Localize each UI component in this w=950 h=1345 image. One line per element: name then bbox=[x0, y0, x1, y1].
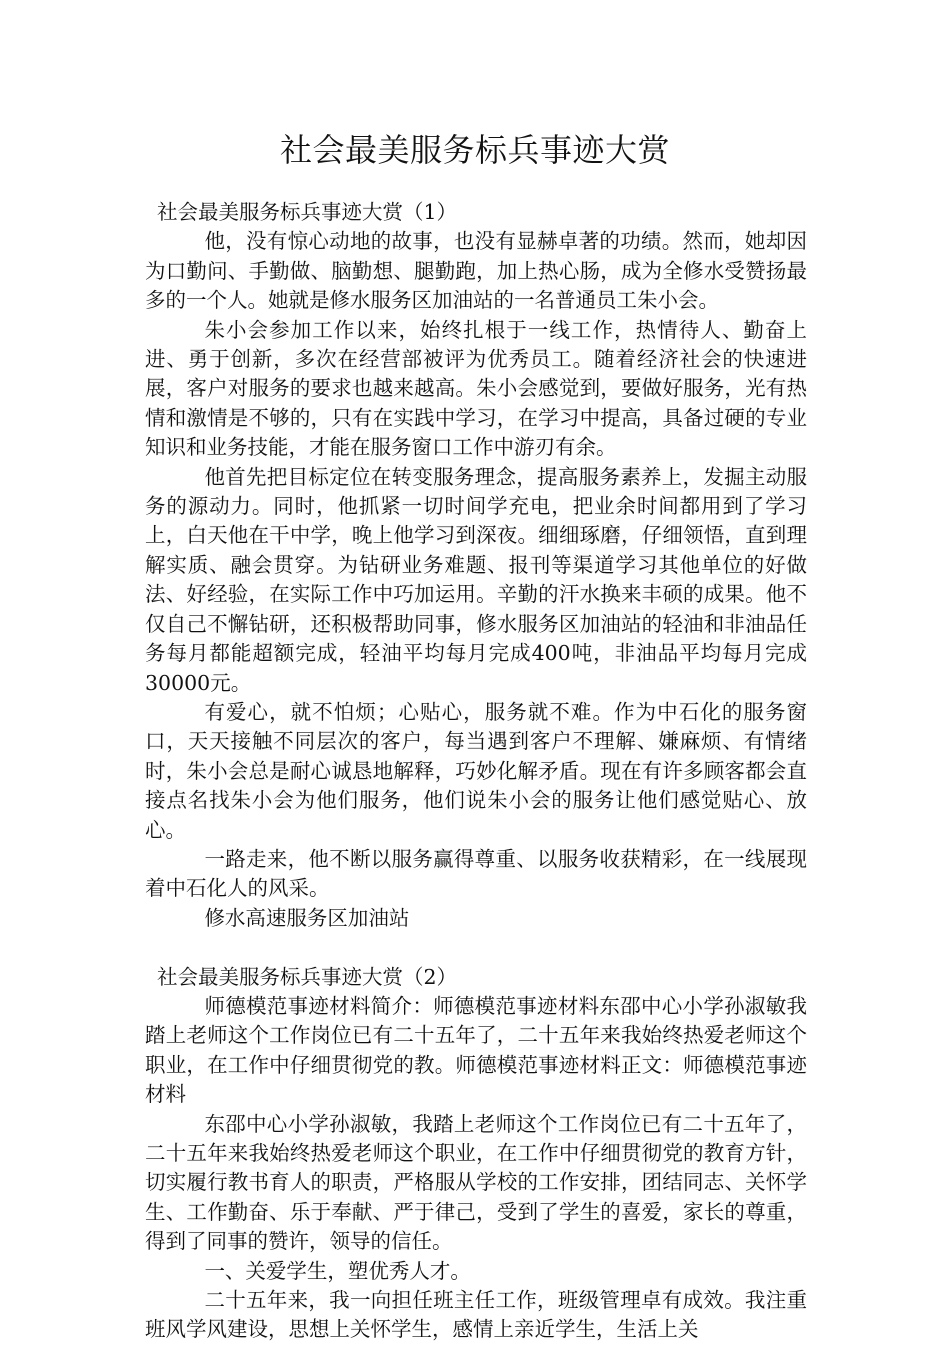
document-body bbox=[145, 198, 807, 1345]
paragraph: 师德模范事迹材料简介：师德模范事迹材料东邵中心小学孙淑敏我踏上老师这个工作岗位已有二十五年了，二十五年来我始终热爱老师这个职业，在工作中仔细贯彻党的教。师德模范事迹材料正文：师德模范事迹材料 bbox=[145, 993, 807, 1107]
section-heading: 社会最美服务标兵事迹大赏（2） bbox=[157, 964, 458, 989]
section-spacer bbox=[145, 933, 807, 962]
paragraph: 东邵中心小学孙淑敏，我踏上老师这个工作岗位已有二十五年了，二十五年来我始终热爱老师这个职业，在工作中仔细贯彻党的教育方针，切实履行教书育人的职责，严格服从学校的工作安排，团结同志、关怀学生、工作勤奋、乐于奉献、严于律己，受到了学生的喜爱，家长的尊重，得到了同事的赞许，领导的信任。 bbox=[145, 1111, 807, 1254]
paragraph: 朱小会参加工作以来，始终扎根于一线工作，热情待人、勤奋上进、勇于创新，多次在经营部被评为优秀员工。随着经济社会的快速进展，客户对服务的要求也越来越高。朱小会感觉到，要做好服务，光有热情和激情是不够的，只有在实践中学习，在学习中提高，具备过硬的专业知识和业务技能，才能在服务窗口工作中游刃有余。 bbox=[145, 317, 807, 460]
signature-line: 修水高速服务区加油站 bbox=[204, 905, 410, 930]
document-title: 社会最美服务标兵事迹大赏 bbox=[279, 131, 670, 169]
paragraph: 有爱心，就不怕烦；心贴心，服务就不难。作为中石化的服务窗口，天天接触不同层次的客户，每当遇到客户不理解、嫌麻烦、有情绪时，朱小会总是耐心诚恳地解释，巧妙化解矛盾。现在有许多顾客都会直接点名找朱小会为他们服务，他们说朱小会的服务让他们感觉贴心、放心。 bbox=[145, 699, 807, 842]
section-2 bbox=[145, 963, 807, 1345]
section-1 bbox=[145, 198, 807, 933]
paragraph: 他，没有惊心动地的故事，也没有显赫卓著的功绩。然而，她却因为口勤问、手勤做、脑勤想、腿勤跑，加上热心肠，成为全修水受赞扬最多的一个人。她就是修水服务区加油站的一名普通员工朱小会。 bbox=[145, 229, 807, 313]
section-heading: 社会最美服务标兵事迹大赏（1） bbox=[157, 200, 458, 224]
paragraph: 一路走来，他不断以服务赢得尊重、以服务收获精彩，在一线展现着中石化人的风采。 bbox=[145, 846, 807, 901]
paragraph: 二十五年来，我一向担任班主任工作，班级管理卓有成效。我注重班风学风建设，思想上关怀学生，感情上亲近学生，生活上关 bbox=[145, 1288, 807, 1342]
subheading: 一、关爱学生，塑优秀人才。 bbox=[204, 1258, 471, 1283]
paragraph: 他首先把目标定位在转变服务理念，提高服务素养上，发掘主动服务的源动力。同时，他抓紧一切时间学充电，把业余时间都用到了学习上，白天他在干中学，晚上他学习到深夜。细细琢磨，仔细领悟，直到理解实质、融会贯穿。为钻研业务难题、报刊等渠道学习其他单位的好做法、好经验，在实际工作中巧加运用。辛勤的汗水换来丰硕的成果。他不仅自己不懈钻研，还积极帮助同事，修水服务区加油站的轻油和非油品任务每月都能超额完成，轻油平均每月完成400吨，非油品平均每月完成30000元。 bbox=[145, 464, 807, 695]
